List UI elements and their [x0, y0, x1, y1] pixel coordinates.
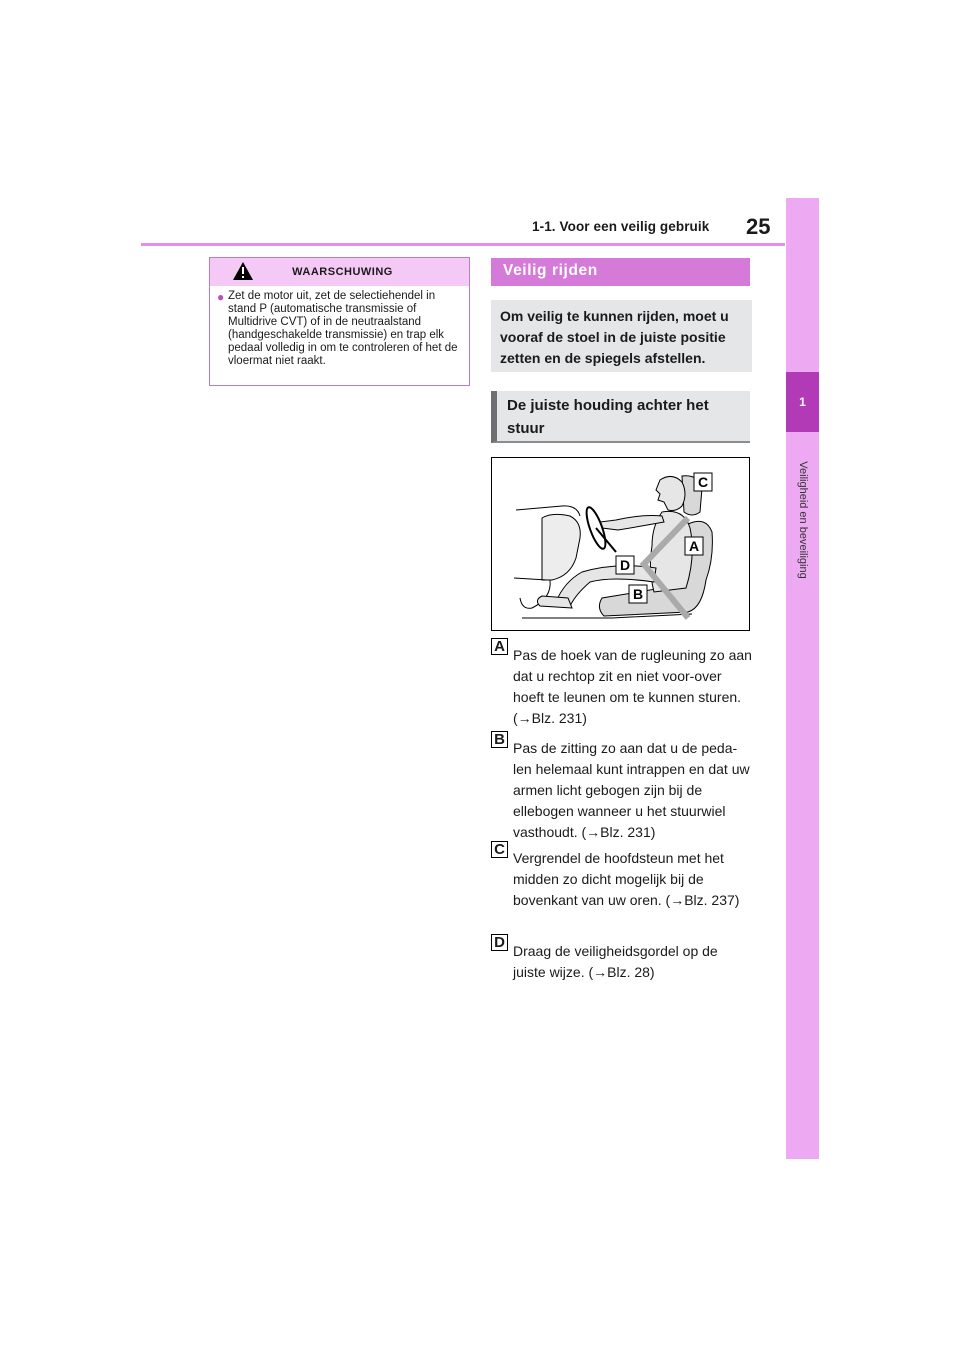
svg-text:A: A — [688, 538, 700, 554]
page-number: 25 — [746, 214, 771, 239]
side-tab-number[interactable]: 1 — [786, 372, 819, 432]
bullet-icon: ● — [217, 290, 225, 304]
chapter-title: 1-1. Voor een veilig gebruik — [532, 219, 710, 234]
item-text: Pas de zitting zo aan dat u de peda-len helemaal kunt intrappen en dat uw armen licht gebogen zijn bij de ellebogen wanneer u het stuurwiel vasthoudt. (→Blz. 231) — [513, 740, 750, 840]
svg-text:C: C — [697, 474, 709, 490]
side-tab-label: Veiligheid en beveiliging — [797, 461, 809, 579]
section-title: Veilig rijden — [491, 258, 750, 286]
item-label: C — [491, 841, 508, 858]
item-text: Draag de veiligheidsgordel op de juiste wijze. (→Blz. 28) — [513, 943, 718, 980]
warning-text: Zet de motor uit, zet de selectiehendel in stand P (automatische transmissie of Multidrive CVT) of in de neutraalstand (handgeschakelde transmissie) en trap elk pedaal volledig in om te controleren of het de vloermat niet raakt. — [228, 290, 458, 367]
seating-posture-figure — [491, 457, 750, 631]
header-rule — [141, 243, 785, 246]
item-label: B — [491, 731, 508, 748]
item-label: D — [491, 934, 508, 951]
section-intro: Om veilig te kunnen rijden, moet u vooraf de stoel in de juiste positie zetten en de spiegels afstellen. — [491, 300, 752, 372]
side-tab — [786, 198, 819, 1159]
svg-text:B: B — [632, 586, 644, 602]
figure-label-a — [685, 537, 703, 555]
warning-triangle-icon — [232, 261, 254, 281]
figure-label-d — [616, 556, 634, 574]
svg-text:D: D — [619, 557, 631, 573]
sub-heading: De juiste houding achter het stuur — [491, 391, 750, 443]
item-text: Pas de hoek van de rugleuning zo aan dat u rechtop zit en niet voor-over hoeft te leunen om te kunnen sturen. (→Blz. 231) — [513, 647, 752, 726]
driver-illustration — [492, 458, 750, 631]
warning-body — [210, 286, 469, 368]
warning-box — [209, 257, 470, 386]
item-text: Vergrendel de hoofdsteun met het midden zo dicht mogelijk bij de bovenkant van uw oren. (→Blz. 237) — [513, 850, 740, 908]
item-label: A — [491, 638, 508, 655]
figure-label-c — [694, 473, 712, 491]
warning-title: WAARSCHUWING — [292, 266, 393, 278]
figure-label-b — [629, 585, 647, 603]
warning-header — [210, 258, 469, 286]
